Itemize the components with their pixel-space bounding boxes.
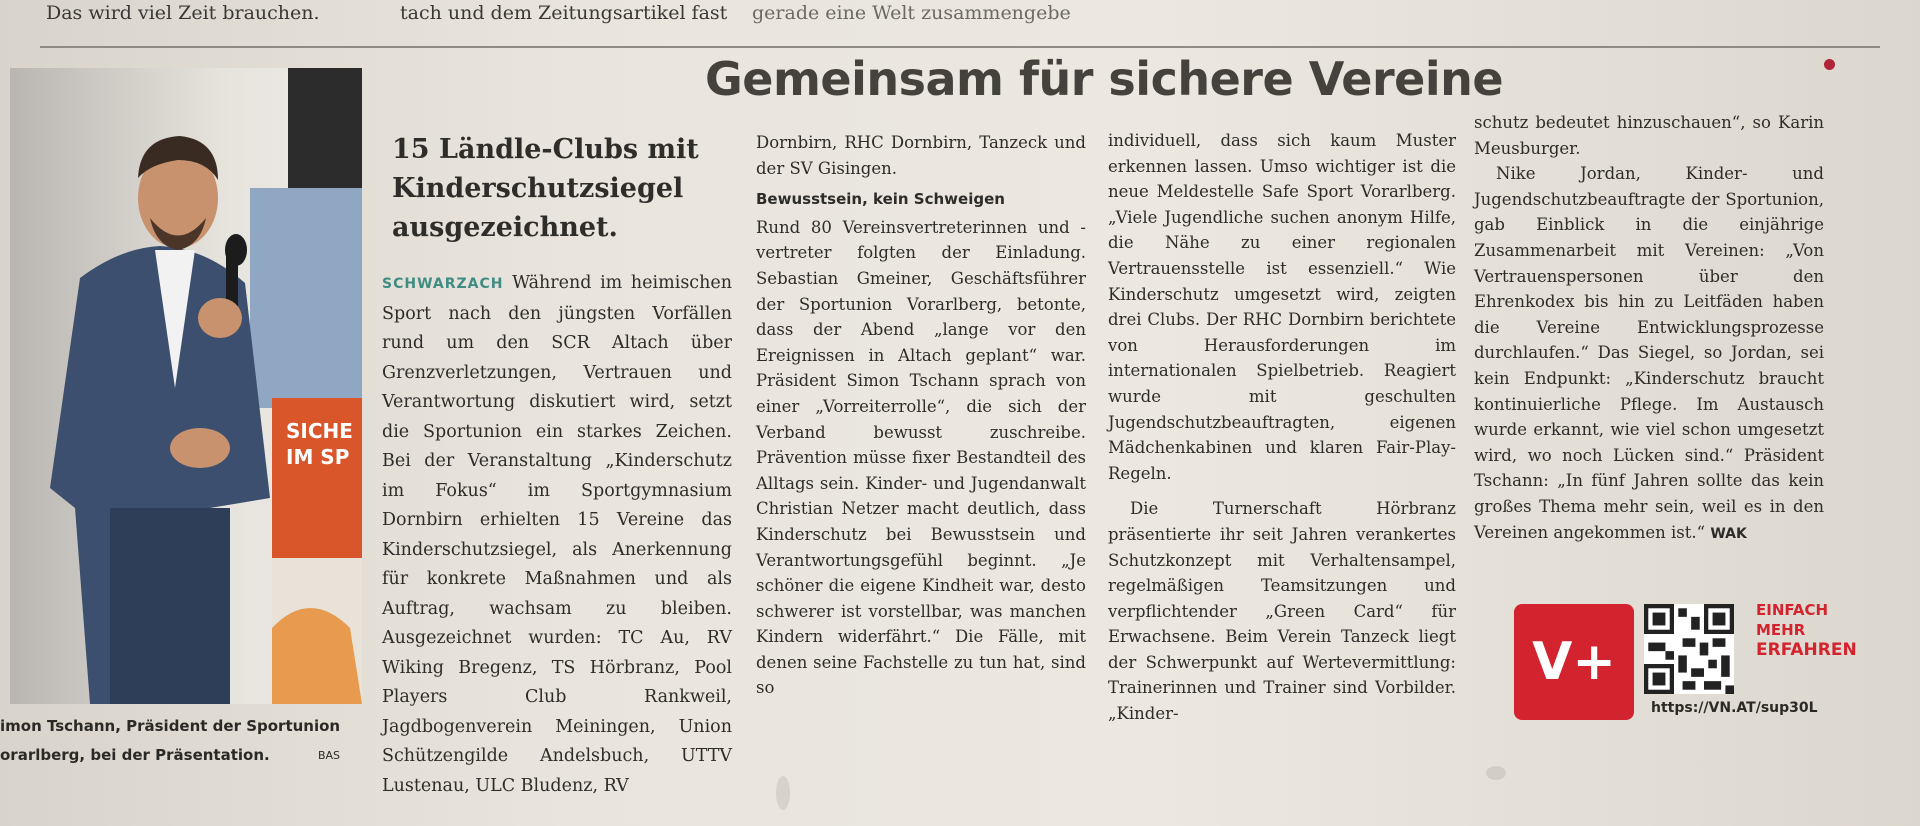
photo-credit: BAS bbox=[317, 749, 340, 762]
banner-text-2: IM SP bbox=[286, 445, 350, 469]
column-4-text-a: schutz bedeutet hinzuschauen“, so Karin Meusburger. bbox=[1474, 113, 1824, 158]
promo-line-1: EINFACH bbox=[1756, 601, 1829, 619]
promo-line-2: MEHR bbox=[1756, 621, 1806, 639]
qr-code-icon[interactable] bbox=[1644, 604, 1734, 694]
paper-smudge bbox=[776, 776, 790, 810]
section-heading: Bewusstsein, kein Schweigen bbox=[756, 190, 1005, 209]
promo-tagline bbox=[1756, 600, 1866, 660]
article-column-2 bbox=[756, 130, 1086, 701]
article-column-4 bbox=[1474, 110, 1824, 547]
subheadline: 15 Ländle-Clubs mit Kinderschutzsiegel ausgezeichnet. bbox=[392, 134, 699, 243]
photo-caption bbox=[0, 712, 370, 770]
banner-text-1: SICHE bbox=[286, 419, 353, 443]
vplus-logo: V+ bbox=[1514, 604, 1634, 720]
page-marker-dot bbox=[1824, 59, 1835, 70]
paper-smudge bbox=[1486, 766, 1506, 780]
column-3-text-b: Die Turnerschaft Hörbranz präsentierte ihr seit Jahren verankertes Schutzkonzept mit Verhaltensampel, regelmäßigen Teamsitzungen und verpflichtender „Green Card“ für Erwachsene. Beim Verein Tanzeck liegt der Schwerpunkt auf Wertevermittlung: Trainerinnen und Trainer sind Vorbilder. „Kinder- bbox=[1108, 499, 1456, 724]
column-2-text-b: Rund 80 Vereinsvertreterinnen und -vertreter folgten der Einladung. Sebastian Gmeiner, Geschäftsführer der Sportunion Vorarlberg, betonte, dass der Abend „lange vor den Ereignissen in Altach geplant“ war. Präsident Simon Tschann sprach von einer „Vorreiterrolle“, die sich der Verband bewusst zuschreibe. Prävention müsse fixer Bestandteil des Alltags sein. Kinder- und Jugendanwalt Christian Netzer macht deutlich, dass Kinderschutz bei Bewusstsein und Verantwortungsgefühl beginnt. „Je schöner die eigene Kindheit war, desto schwerer ist vorstellbar, was manchen Kindern widerfährt.“ Die Fälle, mit denen seine Fachstelle zu tun hat, sind so bbox=[756, 217, 1086, 698]
previous-article-text-mid: tach und dem Zeitungsartikel fast bbox=[400, 2, 728, 24]
previous-article-text-left: Das wird viel Zeit brauchen. bbox=[46, 2, 320, 24]
column-1-text: Während im heimischen Sport nach den jüngsten Vorfällen rund um den SCR Altach über Grenzverletzungen, Vertrauen und Verantwortung diskutiert wird, setzt die Sportunion ein starkes Zeichen. Bei der Veranstaltung „Kinderschutz im Fokus“ im Sportgymnasium Dornbirn erhielten 15 Vereine das Kinderschutzsiegel, als Anerkennung für konkrete Maßnahmen und als Auftrag, wachsam zu bleiben. Ausgezeichnet wurden: TC Au, RV Wiking Bregenz, TS Hörbranz, Pool Players Club Rankweil, Jagdbogenverein Meiningen, Union Schützengilde Andelsbuch, UTTV Lustenau, ULC Bludenz, RV bbox=[382, 273, 732, 796]
column-2-text-a: Dornbirn, RHC Dornbirn, Tanzeck und der SV Gisingen. bbox=[756, 133, 1086, 178]
vplus-promo-box[interactable] bbox=[1514, 601, 1857, 724]
top-divider bbox=[40, 46, 1880, 48]
article-column-1 bbox=[382, 269, 732, 801]
column-3-text-a: individuell, dass sich kaum Muster erkennen lassen. Umso wichtiger ist die neue Meldestelle Safe Sport Vorarlberg. „Viele Jugendliche suchen anonym Hilfe, die Nähe zu einer regionalen Vertrauensstelle ist essenziell.“ Wie Kinderschutz umgesetzt wird, zeigten drei Clubs. Der RHC Dornbirn berichtete von Herausforderungen im internationalen Spielbetrieb. Reagiert wurde mit geschulten Jugendschutzbeauftragten, eigenen Mädchenkabinen und klaren Fair-Play-Regeln. bbox=[1108, 131, 1456, 483]
caption-line-1: imon Tschann, Präsident der Sportunion bbox=[0, 717, 341, 735]
photo-speaker-illustration bbox=[10, 68, 362, 704]
author-signature: WAK bbox=[1710, 525, 1747, 542]
promo-url-link[interactable]: https://VN.AT/sup30L bbox=[1651, 700, 1818, 716]
article-column-3 bbox=[1108, 128, 1456, 727]
column-4-text-b: Nike Jordan, Kinder- und Jugendschutzbeauftragte der Sportunion, gab Einblick in die einjährige Zusammenarbeit mit Vereinen: „Von Vertrauenspersonen über den Ehrenkodex bis hin zu Leitfäden haben die Vereine Entwicklungsprozesse durchlaufen.“ Das Siegel, so Jordan, sei kein Endpunkt: „Kinderschutz braucht kontinuierliche Pflege. Im Austausch wurde erkannt, wie viel schon umgesetzt wird, wo noch Lücken sind.“ Präsident Tschann: „In fünf Jahren sollte das kein großes Thema mehr sein, weil es in den Vereinen angekommen ist.“ bbox=[1474, 164, 1824, 542]
caption-line-2: orarlberg, bei der Präsentation. bbox=[0, 746, 270, 764]
previous-article-text-right: gerade eine Welt zusammengebe bbox=[752, 2, 1071, 24]
headline: Gemeinsam für sichere Vereine bbox=[705, 52, 1504, 106]
dateline: SCHWARZACH bbox=[382, 276, 504, 292]
article-photo bbox=[10, 68, 362, 704]
promo-line-3: ERFAHREN bbox=[1756, 640, 1857, 660]
previous-article-strip bbox=[0, 0, 1920, 48]
